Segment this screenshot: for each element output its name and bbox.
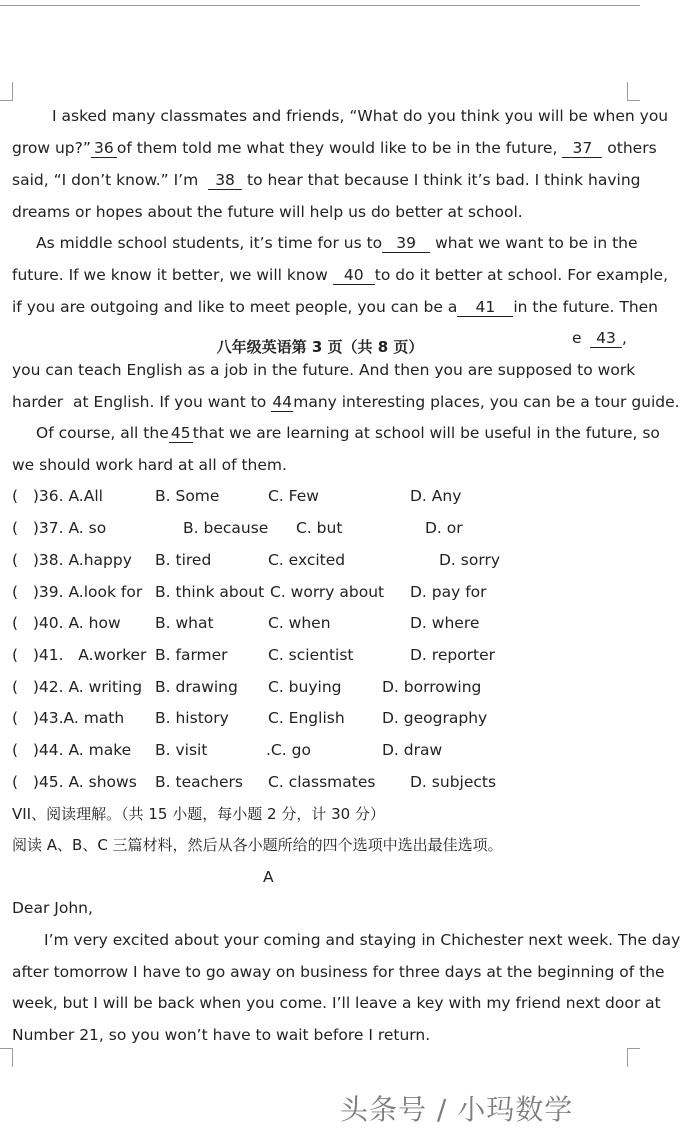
letter-salutation: Dear John, xyxy=(12,899,93,917)
text: that we are learning at school will be useful in the future, so xyxy=(192,424,660,442)
blank-37: 37 xyxy=(562,140,602,158)
question-42-option-b: B. drawing xyxy=(155,678,238,696)
text: Of course, all the xyxy=(36,424,169,442)
letter-line4: Number 21, so you won’t have to wait before I return. xyxy=(12,1026,431,1044)
blank-43-line xyxy=(590,329,627,348)
text: of them told me what they would like to be in the future, xyxy=(116,139,558,157)
text: said, “I don’t know.” I’m xyxy=(12,171,199,189)
question-38-option-c: C. excited xyxy=(268,551,346,569)
letter-line1: I’m very excited about your coming and staying in Chichester next week. The day xyxy=(44,931,680,949)
para3-line2 xyxy=(12,392,680,412)
question-43-option-d: D. geography xyxy=(382,709,488,727)
question-45-option-b: B. teachers xyxy=(155,773,243,791)
blank-45: 45 xyxy=(169,425,193,443)
text: many interesting places, you can be a tour guide. xyxy=(293,393,680,411)
text: future. If we know it better, we will know xyxy=(12,266,328,284)
letter-line2: after tomorrow I have to go away on business for three days at the beginning of the xyxy=(12,963,665,981)
question-39-option-b: B. think about xyxy=(155,583,265,601)
question-44-option-d: D. draw xyxy=(382,741,443,759)
question-41-option-c: C. scientist xyxy=(268,646,354,664)
question-37-option-b: B. because xyxy=(183,519,269,537)
letter-line3: week, but I will be back when you come. I’ll leave a key with my friend next door at xyxy=(12,994,661,1012)
para2-line1 xyxy=(36,233,638,253)
question-43-option-b: B. history xyxy=(155,709,229,727)
para1-line2 xyxy=(12,138,657,158)
text: grow up?” xyxy=(12,139,91,157)
question-43-option-c: C. English xyxy=(268,709,345,727)
blank-38: 38 xyxy=(208,172,242,190)
question-45-option-d: D. subjects xyxy=(410,773,497,791)
question-37-number: ( )37. A. so xyxy=(12,519,107,537)
margin-mark-top-left xyxy=(0,82,13,101)
section-instruction: 阅读 A、B、C 三篇材料，然后从各小题所给的四个选项中选出最佳选项。 xyxy=(12,836,503,854)
blank-44: 44 xyxy=(272,393,293,411)
question-38-option-d: D. sorry xyxy=(439,551,500,569)
text: what we want to be in the xyxy=(435,234,638,252)
question-42-number: ( )42. A. writing xyxy=(12,678,143,696)
question-41-option-d: D. reporter xyxy=(410,646,496,664)
comma: , xyxy=(622,329,627,347)
question-43-number: ( )43.A. math xyxy=(12,709,125,727)
para4-line1 xyxy=(36,423,660,443)
margin-mark-top-right xyxy=(627,82,640,101)
text: to hear that because I think it’s bad. I think having xyxy=(247,171,641,189)
para4-line2: we should work hard at all of them. xyxy=(12,456,287,474)
para2-line3 xyxy=(12,297,658,317)
question-37-option-d: D. or xyxy=(425,519,463,537)
text: if you are outgoing and like to meet people, you can be a xyxy=(12,298,458,316)
question-38-option-b: B. tired xyxy=(155,551,212,569)
text: in the future. Then xyxy=(513,298,659,316)
question-42-option-d: D. borrowing xyxy=(382,678,482,696)
question-44-number: ( )44. A. make xyxy=(12,741,132,759)
blank-43: 43 xyxy=(590,330,622,348)
question-36-option-d: D. Any xyxy=(410,487,462,505)
margin-mark-bottom-left xyxy=(0,1048,13,1067)
question-39-option-c: C. worry about xyxy=(270,583,385,601)
text: As middle school students, it’s time for us to xyxy=(36,234,383,252)
question-44-option-c: .C. go xyxy=(266,741,311,759)
question-41-number: ( )41. A.worker xyxy=(12,646,147,664)
question-44-option-b: B. visit xyxy=(155,741,208,759)
para2-line2 xyxy=(12,265,668,285)
question-36-option-c: C. Few xyxy=(268,487,319,505)
question-45-option-c: C. classmates xyxy=(268,773,376,791)
clipped-text-fragment: e xyxy=(572,329,582,347)
page-footer: 八年级英语第 3 页（共 8 页） xyxy=(216,338,424,356)
margin-mark-bottom-right xyxy=(627,1048,640,1067)
question-36-number: ( )36. A.All xyxy=(12,487,103,505)
question-40-option-c: C. when xyxy=(268,614,331,632)
text: others xyxy=(607,139,657,157)
question-41-option-b: B. farmer xyxy=(155,646,228,664)
question-39-number: ( )39. A.look for xyxy=(12,583,143,601)
para1-line1: I asked many classmates and friends, “What do you think you will be when you xyxy=(52,107,669,125)
question-38-number: ( )38. A.happy xyxy=(12,551,132,569)
section-heading: VII、阅读理解。（共 15 小题，每小题 2 分，计 30 分） xyxy=(12,805,385,823)
blank-41: 41 xyxy=(457,299,513,317)
para3-line1: you can teach English as a job in the future. And then you are supposed to work xyxy=(12,361,636,379)
text: to do it better at school. For example, xyxy=(374,266,669,284)
passage-label: A xyxy=(263,868,274,886)
question-39-option-d: D. pay for xyxy=(410,583,487,601)
page-top-border xyxy=(0,5,640,6)
para1-line3 xyxy=(12,170,640,190)
question-40-option-d: D. where xyxy=(410,614,480,632)
blank-40: 40 xyxy=(333,267,375,285)
para1-line4: dreams or hopes about the future will help us do better at school. xyxy=(12,203,523,221)
question-42-option-c: C. buying xyxy=(268,678,342,696)
question-45-number: ( )45. A. shows xyxy=(12,773,137,791)
question-40-option-b: B. what xyxy=(155,614,214,632)
question-36-option-b: B. Some xyxy=(155,487,220,505)
blank-39: 39 xyxy=(382,235,430,253)
question-40-number: ( )40. A. how xyxy=(12,614,121,632)
question-37-option-c: C. but xyxy=(296,519,343,537)
watermark: 头条号 / 小玛数学 xyxy=(340,1093,574,1126)
blank-36: 36 xyxy=(91,140,117,158)
text: harder at English. If you want to xyxy=(12,393,267,411)
